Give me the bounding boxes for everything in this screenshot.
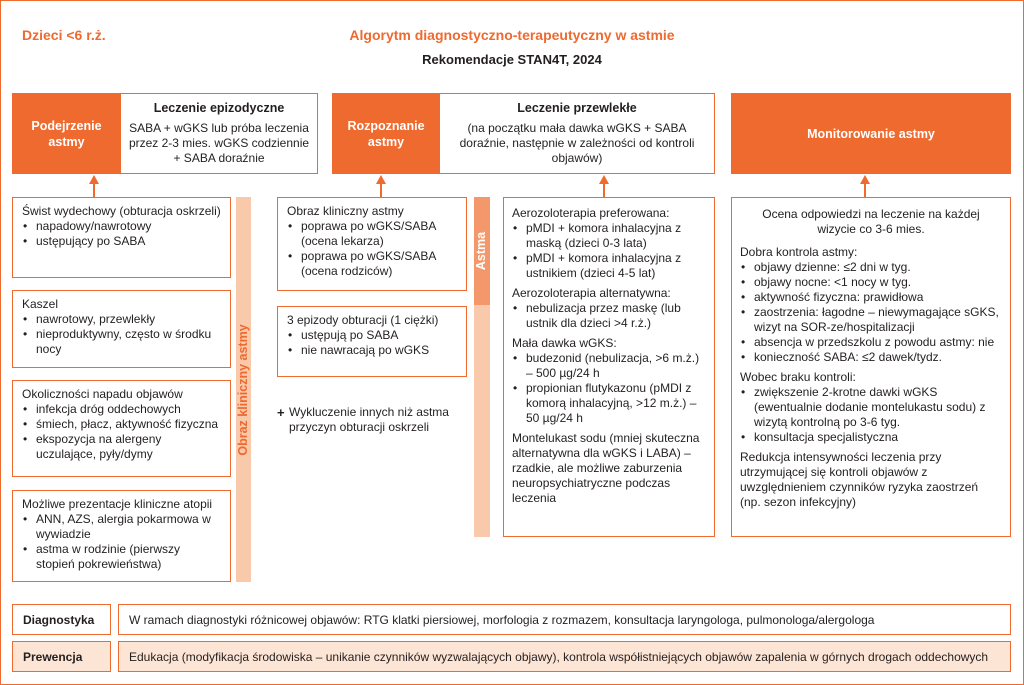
chronic-treatment-box	[440, 93, 715, 174]
suspicion-header: Podejrzenie astmy	[12, 93, 121, 174]
list-item: • śmiech, płacz, aktywność fizyczna	[22, 417, 221, 432]
preferred-aerosol-title: Aerozoloterapia preferowana:	[512, 206, 670, 220]
list-item: • objawy nocne: <1 nocy w tyg.	[740, 275, 1002, 290]
prevention-text: Edukacja (modyfikacja środowiska – unikanie czynników wyzwalających objawy), kontrola współistniejących objawów zapalenia w górnych drogach oddechowych	[118, 641, 1011, 672]
list-item: • astma w rodzinie (pierwszy stopień pokrewieństwa)	[22, 542, 221, 572]
page-title: Algorytm diagnostyczno-terapeutyczny w astmie	[349, 27, 675, 43]
list-item: • propionian flutykazonu (pMDI z komorą inhalacyjną, >12 m.ż.) – 50 µg/24 h	[512, 381, 706, 426]
list-item: • konieczność SABA: ≤2 dawek/tydz.	[740, 350, 1002, 365]
list-item: • infekcja dróg oddechowych	[22, 402, 221, 417]
good-control-title: Dobra kontrola astmy:	[740, 245, 858, 259]
atopy-title: Możliwe prezentacje kliniczne atopii	[22, 497, 213, 511]
clinical-picture-vertical-label: Obraz kliniczny astmy	[236, 324, 250, 456]
clinical-picture-title: Obraz kliniczny astmy	[287, 204, 404, 218]
cough-box	[12, 290, 231, 368]
diagnostics-label: Diagnostyka	[12, 604, 111, 635]
poor-control-title: Wobec braku kontroli:	[740, 370, 856, 384]
plus-icon: +	[277, 405, 285, 420]
age-group-label: Dzieci <6 r.ż.	[22, 27, 106, 43]
wheeze-box	[12, 197, 231, 278]
list-item: • zwiększenie 2-krotne dawki wGKS (ewentualnie dodanie montelukastu sodu) z wizytą kontrolną po 3-6 tyg.	[740, 385, 1002, 430]
list-item: • nieproduktywny, często w środku nocy	[22, 327, 221, 357]
list-item: • absencja w przedszkolu z powodu astmy: nie	[740, 335, 1002, 350]
list-item: • pMDI + komora inhalacyjna z ustnikiem (dzieci 4-5 lat)	[512, 251, 706, 281]
asthma-vertical-label: Astma	[474, 231, 488, 271]
list-item: • ustępują po SABA	[287, 328, 457, 343]
chronic-treatment-text: (na początku mała dawka wGKS + SABA doraźnie, następnie w zależności od kontroli objawów)	[459, 121, 695, 165]
list-item: • ustępujący po SABA	[22, 234, 221, 249]
alternative-aerosol-title: Aerozoloterapia alternatywna:	[512, 286, 671, 300]
list-item: • konsultacja specjalistyczna	[740, 430, 1002, 445]
wheeze-title: Świst wydechowy (obturacja oskrzeli)	[22, 204, 221, 218]
arrow-stem	[864, 183, 866, 197]
diagnosis-header: Rozpoznanie astmy	[332, 93, 440, 174]
arrow-stem	[603, 183, 605, 197]
list-item: • poprawa po wGKS/SABA (ocena lekarza)	[287, 219, 457, 249]
list-item: • ANN, AZS, alergia pokarmowa w wywiadzie	[22, 512, 221, 542]
episodic-treatment-heading: Leczenie epizodyczne	[153, 101, 285, 115]
cough-title: Kaszel	[22, 297, 59, 311]
obturation-episodes-box	[277, 306, 467, 377]
list-item: • zaostrzenia: łagodne – niewymagające sGKS, wizyt na SOR-ze/hospitalizacji	[740, 305, 1002, 335]
list-item: • poprawa po wGKS/SABA (ocena rodziców)	[287, 249, 457, 279]
arrow-stem	[93, 183, 95, 197]
prevention-label: Prewencja	[12, 641, 111, 672]
clinical-picture-box	[277, 197, 467, 291]
list-item: • napadowy/nawrotowy	[22, 219, 221, 234]
monitoring-box	[731, 197, 1011, 537]
chronic-treatment-heading: Leczenie przewlekłe	[517, 101, 637, 115]
episodic-treatment-text: SABA + wGKS lub próba leczenia przez 2-3 mies. wGKS codziennie + SABA doraźnie	[128, 121, 310, 165]
arrow-stem	[380, 183, 382, 197]
exclusion-text: Wykluczenie innych niż astma przyczyn obturacji oskrzeli	[289, 405, 449, 434]
list-item: • pMDI + komora inhalacyjna z maską (dzieci 0-3 lata)	[512, 221, 706, 251]
monitoring-header: Monitorowanie astmy	[731, 93, 1011, 174]
montelukast-note: Montelukast sodu (mniej skuteczna alternatywna dla wGKS i LABA) – rzadkie, ale możliwe zaburzenia neuropsychiatryczne podczas leczenia	[512, 431, 700, 505]
diagnostics-text: W ramach diagnostyki różnicowej objawów: RTG klatki piersiowej, morfologia z rozmazem, konsultacja laryngologa, pulmonologa/alergologa	[118, 604, 1011, 635]
list-item: • budezonid (nebulizacja, >6 m.ż.) – 500 µg/24 h	[512, 351, 706, 381]
circumstances-box	[12, 380, 231, 477]
low-dose-igcs-title: Mała dawka wGKS:	[512, 336, 617, 350]
list-item: • nie nawracają po wGKS	[287, 343, 457, 358]
atopy-box	[12, 490, 231, 582]
circumstances-title: Okoliczności napadu objawów	[22, 387, 183, 401]
list-item: • nebulizacja przez maskę (lub ustnik dla dzieci >4 r.ż.)	[512, 301, 706, 331]
list-item: • aktywność fizyczna: prawidłowa	[740, 290, 1002, 305]
reduction-text: Redukcja intensywności leczenia przy utrzymującej się kontroli objawów z uwzględnieniem czynników ryzyka zaostrzeń (np. sezon infekcyjny)	[740, 450, 979, 509]
list-item: • ekspozycja na alergeny uczulające, pyły/dymy	[22, 432, 221, 462]
page-subtitle: Rekomendacje STAN4T, 2024	[422, 52, 602, 67]
episodic-treatment-box	[121, 93, 318, 174]
list-item: • nawrotowy, przewlekły	[22, 312, 221, 327]
obturation-episodes-title: 3 epizody obturacji (1 ciężki)	[287, 313, 439, 327]
list-item: • objawy dzienne: ≤2 dni w tyg.	[740, 260, 1002, 275]
treatment-details-box	[503, 197, 715, 537]
assessment-intro: Ocena odpowiedzi na leczenie na każdej wizycie co 3-6 mies.	[762, 207, 980, 236]
